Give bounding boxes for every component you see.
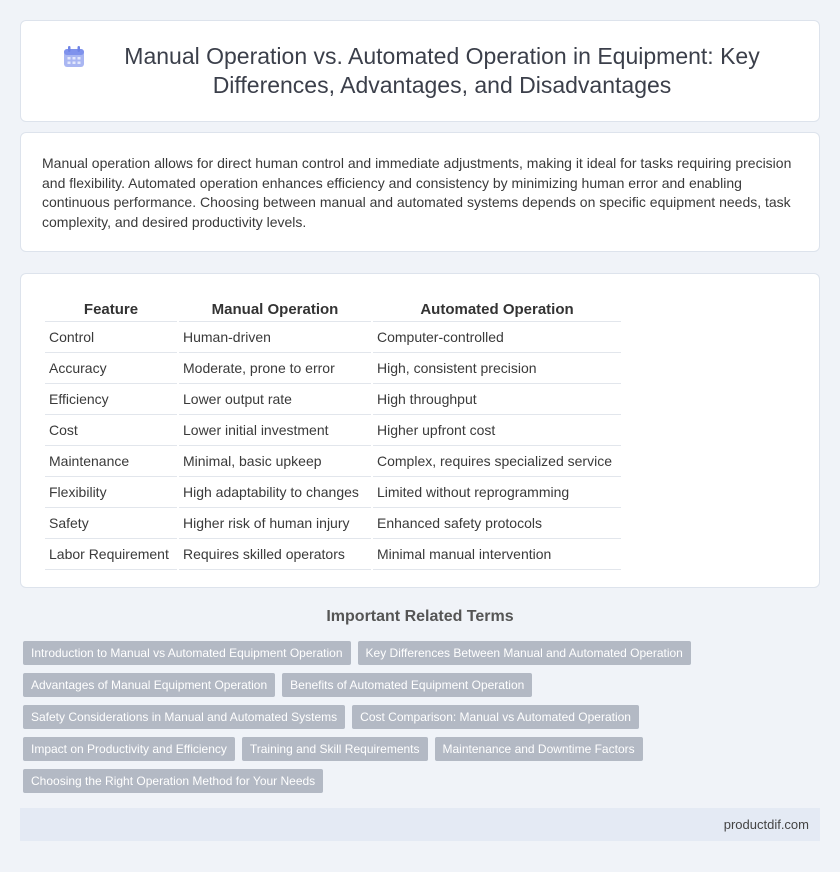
- cell-manual: Moderate, prone to error: [179, 353, 371, 384]
- table-row: [45, 446, 621, 477]
- cell-feature: Safety: [45, 508, 177, 539]
- header-manual: Manual Operation: [179, 294, 371, 322]
- cell-feature: Flexibility: [45, 477, 177, 508]
- cell-feature: Efficiency: [45, 384, 177, 415]
- related-term-link[interactable]: Key Differences Between Manual and Automated Operation: [358, 641, 691, 665]
- cell-manual: High adaptability to changes: [179, 477, 371, 508]
- related-terms-list: [23, 641, 813, 801]
- related-term-link[interactable]: Training and Skill Requirements: [242, 737, 428, 761]
- comparison-card: [20, 273, 820, 588]
- cell-manual: Minimal, basic upkeep: [179, 446, 371, 477]
- cell-feature: Maintenance: [45, 446, 177, 477]
- cell-feature: Cost: [45, 415, 177, 446]
- comparison-table: [43, 294, 623, 570]
- table-row: [45, 477, 621, 508]
- cell-feature: Control: [45, 322, 177, 353]
- cell-manual: Requires skilled operators: [179, 539, 371, 570]
- calendar-icon: [61, 44, 87, 70]
- intro-paragraph: Manual operation allows for direct human control and immediate adjustments, making it ideal for tasks requiring precision and flexibility. Automated operation enhances efficiency and consistency by minimizing human error and enabling continuous performance. Choosing between manual and automated systems depends on specific equipment needs, task complexity, and desired productivity levels.: [42, 155, 792, 230]
- cell-automated: High throughput: [373, 384, 621, 415]
- related-terms-heading: Important Related Terms: [326, 608, 514, 625]
- footer-site-link[interactable]: productdif.com: [723, 817, 809, 832]
- cell-manual: Lower output rate: [179, 384, 371, 415]
- header-automated: Automated Operation: [373, 294, 621, 322]
- related-term-link[interactable]: Advantages of Manual Equipment Operation: [23, 673, 275, 697]
- cell-automated: Enhanced safety protocols: [373, 508, 621, 539]
- intro-card: [20, 132, 820, 252]
- cell-automated: Minimal manual intervention: [373, 539, 621, 570]
- table-row: [45, 539, 621, 570]
- related-term-link[interactable]: Safety Considerations in Manual and Automated Systems: [23, 705, 345, 729]
- related-term-link[interactable]: Cost Comparison: Manual vs Automated Operation: [352, 705, 639, 729]
- table-row: [45, 415, 621, 446]
- table-row: [45, 384, 621, 415]
- cell-feature: Labor Requirement: [45, 539, 177, 570]
- cell-automated: Computer-controlled: [373, 322, 621, 353]
- cell-automated: Higher upfront cost: [373, 415, 621, 446]
- title-card: [20, 20, 820, 122]
- cell-automated: Complex, requires specialized service: [373, 446, 621, 477]
- related-term-link[interactable]: Benefits of Automated Equipment Operation: [282, 673, 532, 697]
- cell-feature: Accuracy: [45, 353, 177, 384]
- header-feature: Feature: [45, 294, 177, 322]
- related-term-link[interactable]: Impact on Productivity and Efficiency: [23, 737, 235, 761]
- related-term-link[interactable]: Choosing the Right Operation Method for Your Needs: [23, 769, 323, 793]
- cell-manual: Human-driven: [179, 322, 371, 353]
- table-row: [45, 322, 621, 353]
- table-header-row: [45, 294, 621, 322]
- related-term-link[interactable]: Maintenance and Downtime Factors: [435, 737, 643, 761]
- cell-automated: Limited without reprogramming: [373, 477, 621, 508]
- table-row: [45, 508, 621, 539]
- cell-manual: Lower initial investment: [179, 415, 371, 446]
- page-title: Manual Operation vs. Automated Operation in Equipment: Key Differences, Advantages, and Disadvantages: [124, 43, 760, 98]
- cell-automated: High, consistent precision: [373, 353, 621, 384]
- related-term-link[interactable]: Introduction to Manual vs Automated Equipment Operation: [23, 641, 351, 665]
- cell-manual: Higher risk of human injury: [179, 508, 371, 539]
- table-row: [45, 353, 621, 384]
- footer: [20, 808, 820, 841]
